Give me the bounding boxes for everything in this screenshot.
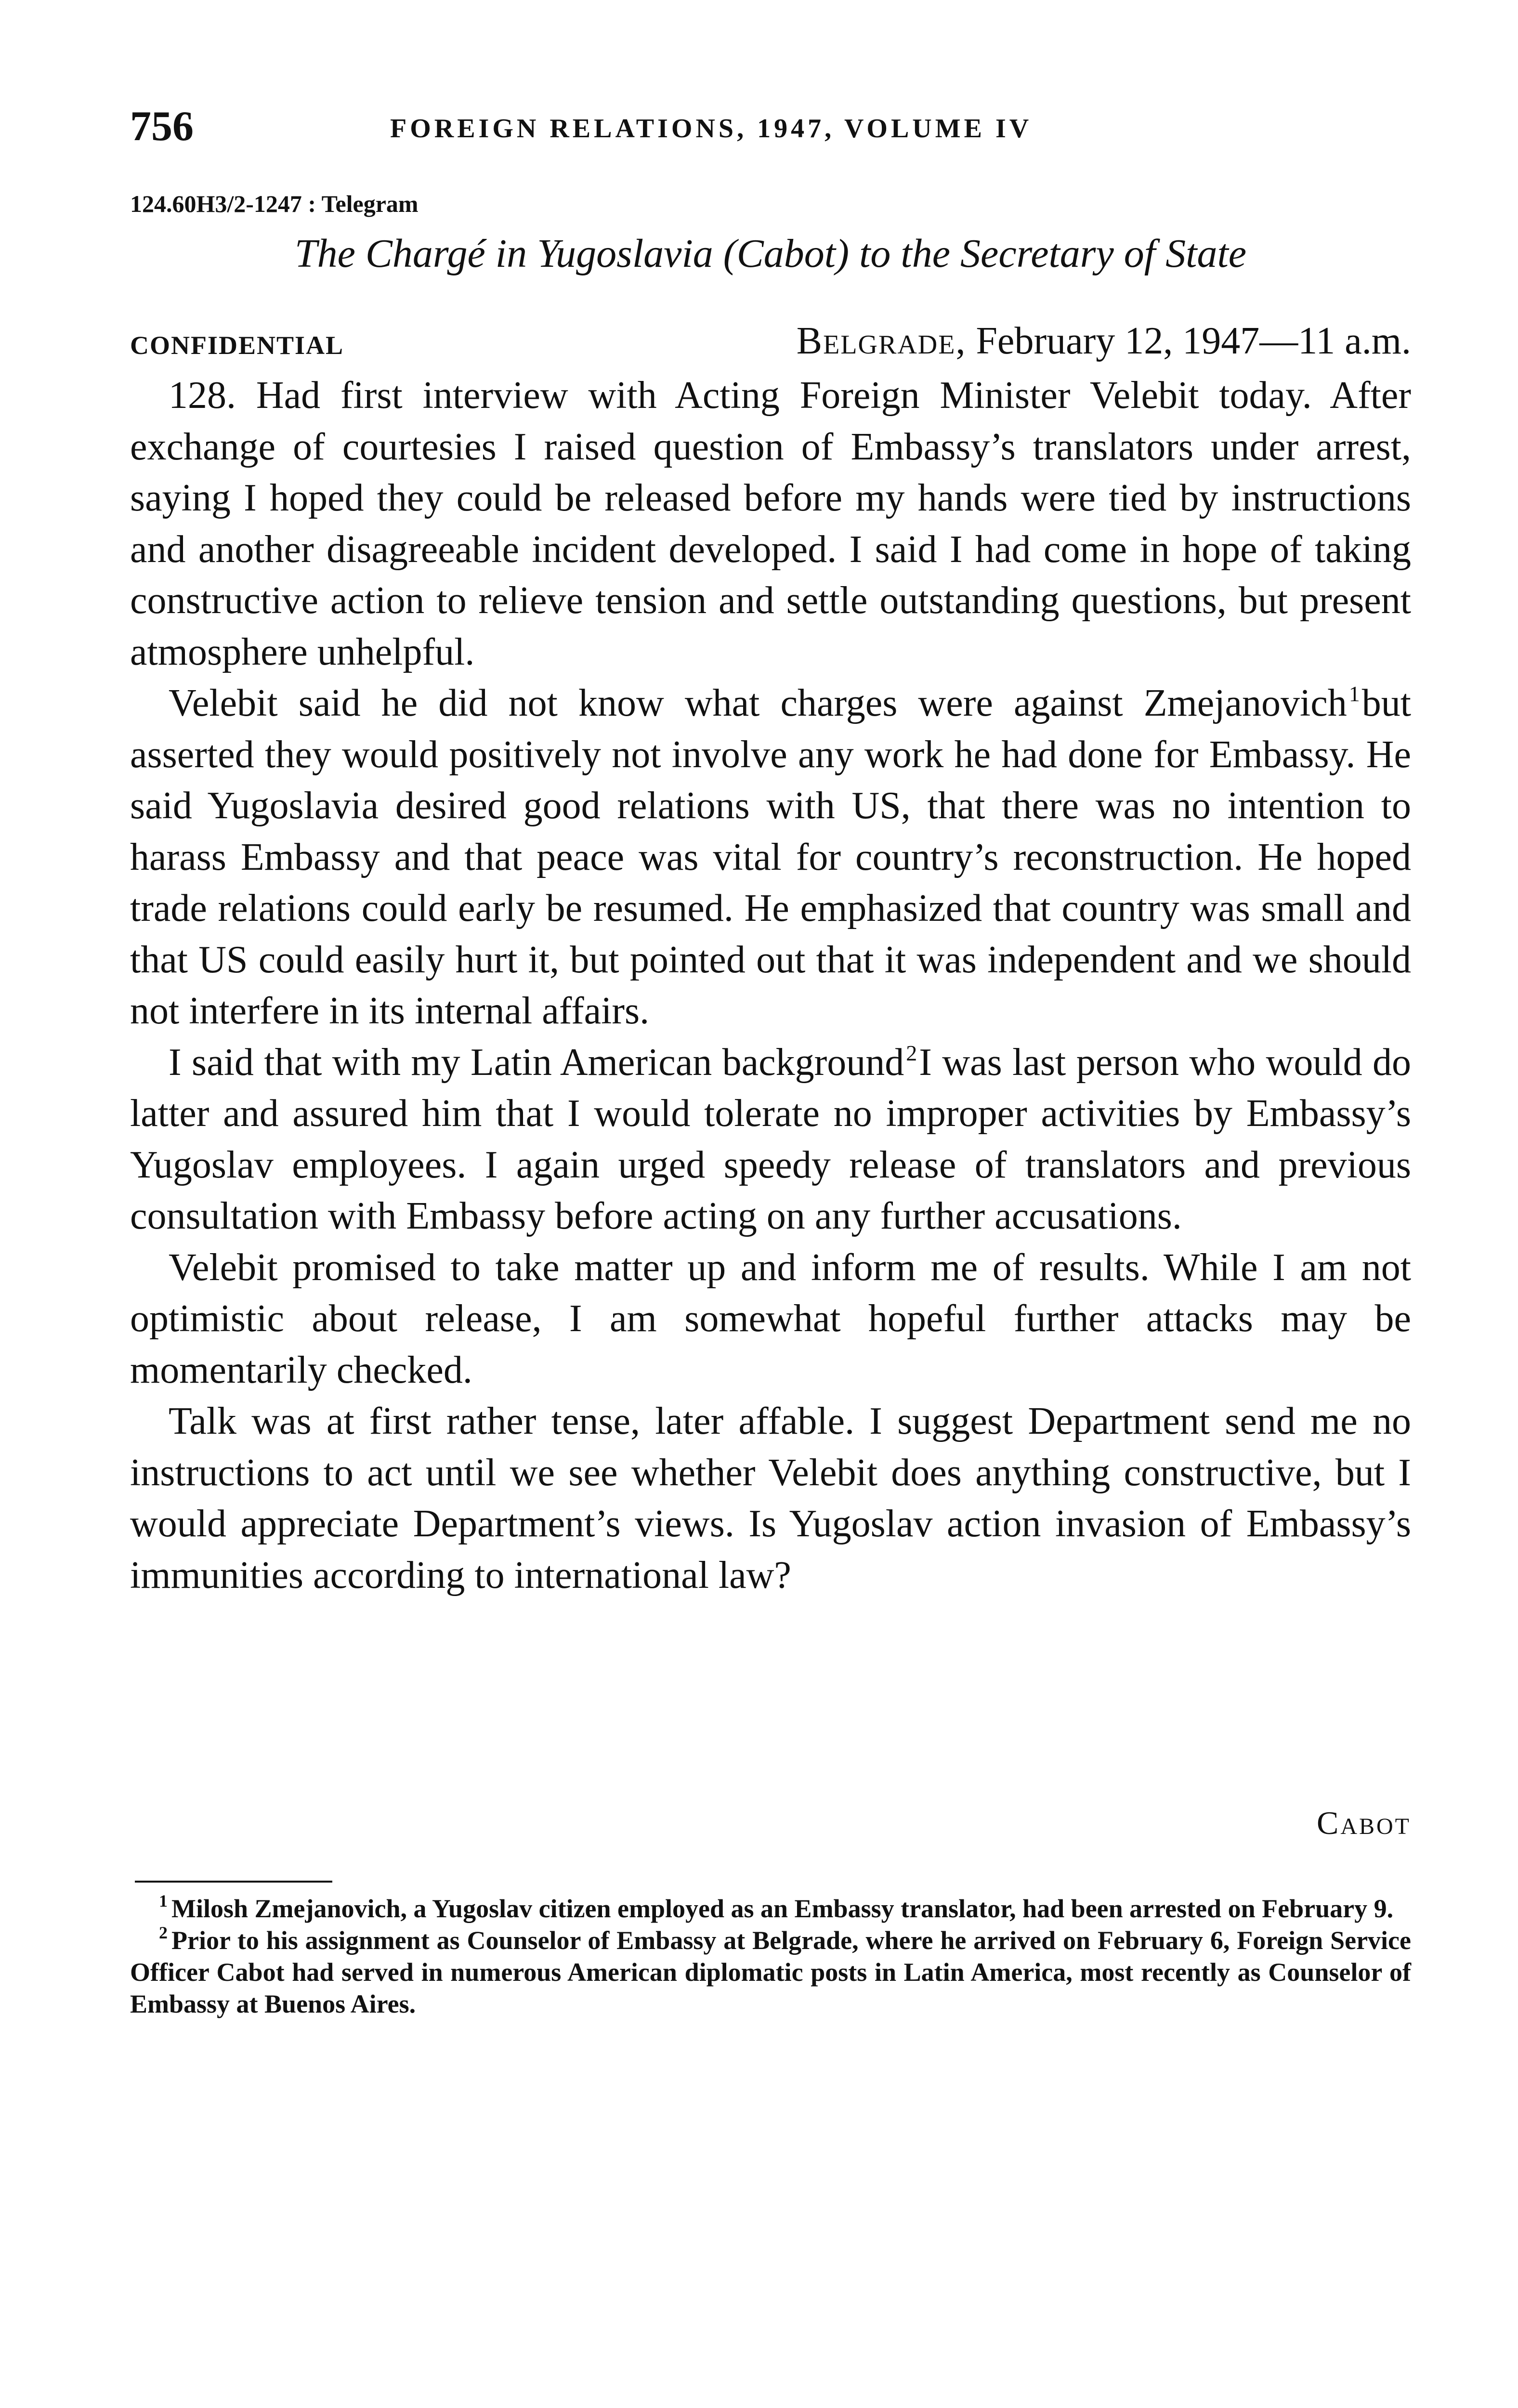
footnote-divider bbox=[135, 1881, 332, 1883]
footnotes bbox=[130, 1893, 1411, 2020]
telegram-body bbox=[130, 370, 1411, 1601]
footnote-ref-1[interactable]: 1 bbox=[1348, 681, 1360, 706]
paragraph-3 bbox=[130, 1037, 1411, 1242]
footnote-text-2: Prior to his assignment as Counselor of Embassy at Belgrade, where he arrived on February 6, Foreign Service Officer Cabot had served in numerous American diplomatic posts in Latin America, most recently as Counselor of Embassy at Buenos Aires. bbox=[130, 1926, 1411, 2018]
paragraph-3-start: I said that with my Latin American background bbox=[169, 1041, 904, 1084]
date: February 12, 1947—11 a.m. bbox=[976, 320, 1411, 362]
paragraph-4: Velebit promised to take matter up and inform me of results. While I am not optimistic about release, I am somewhat hopeful further attacks may be momentarily checked. bbox=[130, 1246, 1411, 1391]
paragraph-1: 128. Had first interview with Acting Foreign Minister Velebit today. After exchange of courtesies I raised question of Embassy’s translators under arrest, saying I hoped they could be released before my hands were tied by instructions and another disagreeable incident developed. I said I had come in hope of taking constructive action to relieve tension and settle outstanding questions, but present atmosphere unhelpful. bbox=[130, 374, 1411, 673]
document-title: The Chargé in Yugoslavia (Cabot) to the Secretary of State bbox=[294, 231, 1247, 276]
footnote-1 bbox=[130, 1893, 1411, 1924]
signature: Cabot bbox=[1316, 1805, 1411, 1841]
paragraph-5: Talk was at first rather tense, later affable. I suggest Department send me no instructions to act until we see whether Velebit does anything constructive, but I would appreciate Department’s views. Is Yugoslav action invasion of Embassy’s immunities according to international law? bbox=[130, 1400, 1411, 1597]
paragraph-3-end: I was last person who would do latter and assured him that I would tolerate no improper activities by Embassy’s Yugoslav employees. I again urged speedy release of translators and previous consultation with Embassy before acting on any further accusations. bbox=[130, 1041, 1411, 1237]
footnote-mark-2: 2 bbox=[159, 1923, 168, 1942]
dateline bbox=[130, 317, 1411, 365]
paragraph-2-start: Velebit said he did not know what charges were against Zmejanovich bbox=[169, 682, 1347, 724]
running-title: FOREIGN RELATIONS, 1947, VOLUME IV bbox=[390, 114, 1033, 144]
paragraph-2-end: but asserted they would positively not involve any work he had done for Embassy. He said Yugoslavia desired good relations with US, that there was no intention to harass Embassy and that peace was vital for country’s reconstruction. He hoped trade relations could early be resumed. He emphasized that country was small and that US could easily hurt it, but pointed out that it was independent and we should not interfere in its internal affairs. bbox=[130, 682, 1411, 1032]
footnote-ref-2[interactable]: 2 bbox=[906, 1040, 917, 1065]
footnote-text-1: Milosh Zmejanovich, a Yugoslav citizen employed as an Embassy translator, had been arrested on February 9. bbox=[171, 1894, 1394, 1923]
file-reference: 124.60H3/2-1247 : Telegram bbox=[130, 190, 419, 217]
footnote-2 bbox=[130, 1924, 1411, 2020]
classification-label: CONFIDENTIAL bbox=[130, 331, 344, 360]
page-number: 756 bbox=[130, 103, 194, 150]
place: Belgrade, bbox=[796, 320, 967, 362]
footnote-mark-1: 1 bbox=[159, 1891, 168, 1911]
paragraph-2 bbox=[130, 678, 1411, 1037]
place-and-date bbox=[797, 317, 1411, 365]
running-head bbox=[130, 100, 1411, 153]
